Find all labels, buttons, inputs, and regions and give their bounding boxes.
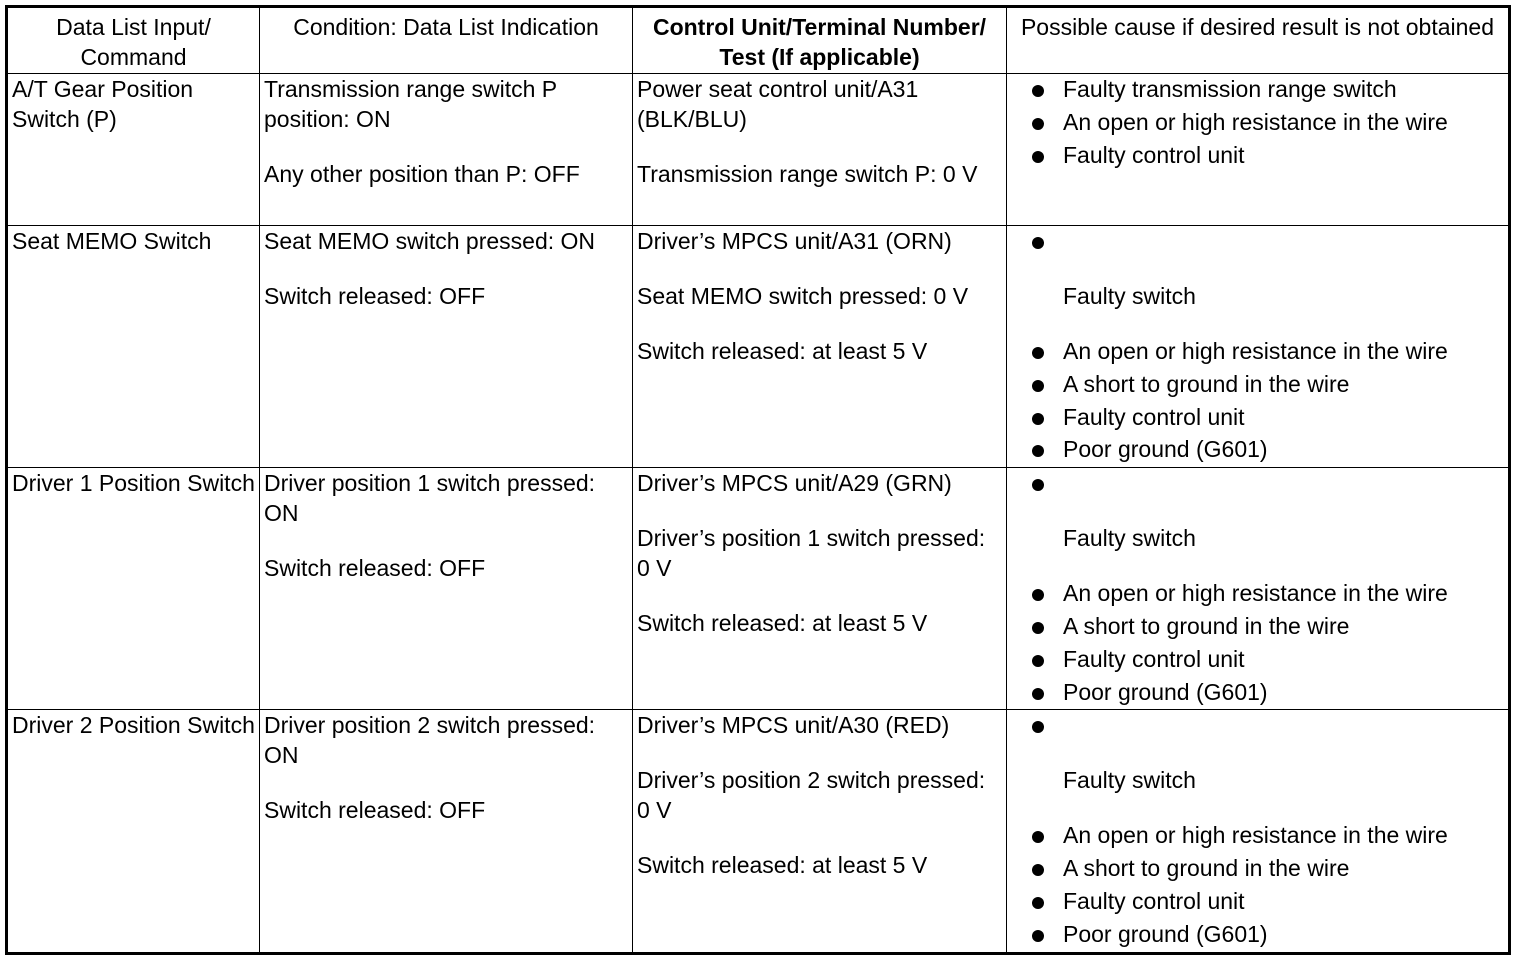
input-cell: Driver 2 Position Switch	[7, 710, 260, 953]
header-possible-cause: Possible cause if desired result is not obtained	[1007, 7, 1510, 74]
causes-cell	[1007, 468, 1510, 710]
cause-item: Faulty switch	[1063, 525, 1196, 552]
condition-line: Transmission range switch P position: ON	[264, 76, 557, 132]
control-cell	[633, 710, 1007, 953]
condition-line: Switch released: OFF	[264, 555, 486, 582]
condition-line: Switch released: OFF	[264, 283, 486, 309]
cause-item: A short to ground in the wire	[1011, 611, 1504, 644]
bullet-icon	[1032, 118, 1044, 130]
condition-cell	[260, 468, 633, 710]
bullet-icon	[1032, 864, 1044, 876]
cause-item: An open or high resistance in the wire	[1011, 578, 1504, 611]
control-line: Switch released: at least 5 V	[637, 852, 928, 879]
cause-bullet-empty	[1011, 710, 1504, 740]
cause-item: Faulty transmission range switch	[1011, 74, 1504, 107]
bullet-icon	[1032, 413, 1044, 425]
table-row	[7, 468, 1510, 710]
input-cell: Driver 1 Position Switch	[7, 468, 260, 710]
table-row	[7, 226, 1510, 468]
control-line: Switch released: at least 5 V	[637, 338, 928, 364]
cause-item: A short to ground in the wire	[1011, 369, 1504, 402]
header-control-unit: Control Unit/Terminal Number/ Test (If applicable)	[633, 7, 1007, 74]
causes-cell	[1007, 710, 1510, 953]
control-cell	[633, 226, 1007, 468]
causes-cell	[1007, 74, 1510, 226]
input-cell: Seat MEMO Switch	[7, 226, 260, 468]
cause-item: Faulty switch	[1063, 767, 1196, 794]
table-row	[7, 74, 1510, 226]
diagnostic-data-table	[5, 5, 1511, 955]
cause-item: Poor ground (G601)	[1011, 919, 1504, 952]
cause-item: Poor ground (G601)	[1011, 434, 1504, 467]
causes-cell	[1007, 226, 1510, 468]
bullet-icon	[1032, 445, 1044, 457]
bullet-icon	[1032, 622, 1044, 634]
condition-line: Driver position 1 switch pressed: ON	[264, 470, 596, 527]
control-line: Switch released: at least 5 V	[637, 610, 928, 637]
control-line: Driver’s MPCS unit/A29 (GRN)	[637, 470, 952, 497]
condition-line: Any other position than P: OFF	[264, 161, 580, 187]
control-line: Driver’s MPCS unit/A30 (RED)	[637, 712, 950, 739]
condition-line: Switch released: OFF	[264, 797, 486, 824]
condition-cell	[260, 74, 633, 226]
bullet-icon	[1032, 85, 1044, 97]
bullet-icon	[1032, 655, 1044, 667]
input-cell: A/T Gear Position Switch (P)	[7, 74, 260, 226]
cause-item: Faulty control unit	[1011, 402, 1504, 435]
bullet-icon	[1032, 380, 1044, 392]
bullet-icon	[1032, 479, 1044, 491]
control-cell	[633, 468, 1007, 710]
bullet-icon	[1032, 930, 1044, 942]
control-line: Transmission range switch P: 0 V	[637, 161, 978, 187]
cause-item: Faulty control unit	[1011, 886, 1504, 919]
bullet-icon	[1032, 831, 1044, 843]
cause-bullet-empty	[1011, 226, 1504, 256]
header-condition: Condition: Data List Indication	[260, 7, 633, 74]
bullet-icon	[1032, 589, 1044, 601]
bullet-icon	[1032, 897, 1044, 909]
cause-item: Faulty control unit	[1011, 644, 1504, 677]
header-row	[7, 7, 1510, 74]
cause-item: A short to ground in the wire	[1011, 853, 1504, 886]
cause-item: Poor ground (G601)	[1011, 677, 1504, 710]
bullet-icon	[1032, 237, 1044, 249]
cause-bullet-empty	[1011, 468, 1504, 498]
table-row	[7, 710, 1510, 953]
control-line: Power seat control unit/A31 (BLK/BLU)	[637, 76, 919, 132]
bullet-icon	[1032, 347, 1044, 359]
condition-line: Driver position 2 switch pressed: ON	[264, 712, 596, 769]
cause-item: Faulty switch	[1063, 283, 1196, 309]
control-cell	[633, 74, 1007, 226]
cause-item: An open or high resistance in the wire	[1011, 336, 1504, 369]
control-line: Driver’s position 1 switch pressed: 0 V	[637, 525, 986, 582]
condition-cell	[260, 226, 633, 468]
condition-line: Seat MEMO switch pressed: ON	[264, 228, 596, 254]
cause-item: Faulty control unit	[1011, 140, 1504, 173]
header-data-list-input: Data List Input/ Command	[7, 7, 260, 74]
bullet-icon	[1032, 688, 1044, 700]
control-line: Seat MEMO switch pressed: 0 V	[637, 283, 969, 309]
bullet-icon	[1032, 721, 1044, 733]
control-line: Driver’s MPCS unit/A31 (ORN)	[637, 228, 952, 254]
cause-item: An open or high resistance in the wire	[1011, 107, 1504, 140]
bullet-icon	[1032, 151, 1044, 163]
condition-cell	[260, 710, 633, 953]
cause-item: An open or high resistance in the wire	[1011, 820, 1504, 853]
control-line: Driver’s position 2 switch pressed: 0 V	[637, 767, 986, 824]
